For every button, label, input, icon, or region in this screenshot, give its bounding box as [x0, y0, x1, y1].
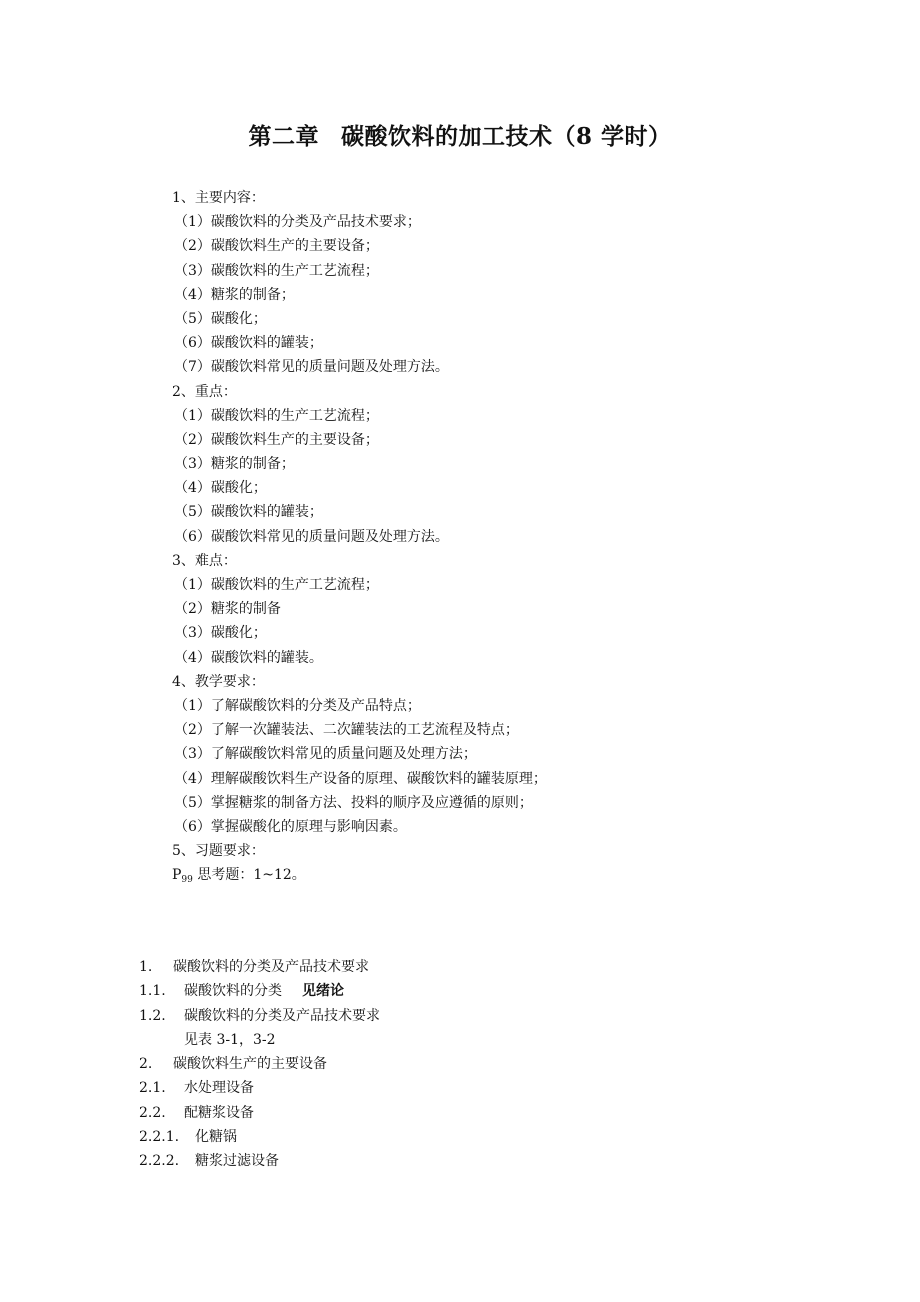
list-item: （1）碳酸饮料的生产工艺流程； — [174, 407, 379, 424]
list-item: （3）碳酸饮料的生产工艺流程； — [174, 262, 379, 279]
heading-1-2 — [139, 1004, 380, 1028]
heading-text: 碳酸饮料生产的主要设备 — [173, 1056, 327, 1073]
section-heading: 2、重点： — [172, 383, 237, 400]
heading-number: 2.2.2. — [139, 1153, 180, 1170]
list-item: （1）碳酸饮料的分类及产品技术要求； — [174, 214, 421, 231]
list-item: （5）碳酸饮料的罐装； — [174, 504, 323, 521]
list-item: （2）碳酸饮料生产的主要设备； — [174, 238, 379, 255]
heading-1 — [139, 955, 380, 979]
heading-2-2 — [139, 1101, 380, 1125]
exercise-line — [172, 863, 547, 887]
chapter-title — [0, 118, 920, 151]
list-item: （6）碳酸饮料的罐装； — [174, 335, 323, 352]
heading-number: 1.2. — [139, 1007, 166, 1024]
heading-text: 化糖锅 — [195, 1129, 237, 1146]
heading-number: 2.1. — [139, 1080, 166, 1097]
list-item: （2）碳酸饮料生产的主要设备； — [174, 431, 379, 448]
chapter-number: 第二章 — [248, 123, 319, 150]
list-item: （4）碳酸化； — [174, 480, 267, 497]
chapter-title-text: 碳酸饮料的加工技术（8 学时） — [340, 123, 672, 150]
list-item: （1）了解碳酸饮料的分类及产品特点； — [174, 697, 421, 714]
heading-number: 2. — [139, 1056, 153, 1073]
see-reference: 见绪论 — [302, 983, 344, 1000]
page-number: 99 — [181, 875, 193, 886]
section-heading: 4、教学要求： — [172, 673, 265, 690]
heading-text: 碳酸饮料的分类 — [184, 983, 282, 1000]
list-item: （6）掌握碳酸化的原理与影响因素。 — [174, 818, 407, 835]
list-item: （6）碳酸饮料常见的质量问题及处理方法。 — [174, 528, 449, 545]
heading-number: 1.1. — [139, 983, 166, 1000]
list-item: （3）碳酸化； — [174, 625, 267, 642]
heading-2-2-1 — [139, 1125, 380, 1149]
list-item: （3）了解碳酸饮料常见的质量问题及处理方法； — [174, 746, 477, 763]
heading-2-1 — [139, 1076, 380, 1100]
table-reference: 见表 3-1，3-2 — [184, 1031, 276, 1048]
list-item: （4）碳酸饮料的罐装。 — [174, 649, 323, 666]
list-item: （2）糖浆的制备 — [174, 601, 281, 618]
heading-text: 水处理设备 — [184, 1080, 254, 1097]
syllabus-outline — [172, 186, 547, 887]
heading-2 — [139, 1052, 380, 1076]
heading-text: 配糖浆设备 — [184, 1104, 254, 1121]
page-letter: P — [172, 867, 182, 884]
list-item: （3）糖浆的制备； — [174, 456, 295, 473]
list-item: （2）了解一次罐装法、二次罐装法的工艺流程及特点； — [174, 722, 519, 739]
section-body — [139, 955, 380, 1174]
list-item: （5）掌握糖浆的制备方法、投料的顺序及应遵循的原则； — [174, 794, 533, 811]
heading-2-2-2 — [139, 1149, 380, 1173]
section-heading: 3、难点： — [172, 552, 237, 569]
heading-text: 碳酸饮料的分类及产品技术要求 — [184, 1007, 380, 1024]
heading-text: 碳酸饮料的分类及产品技术要求 — [173, 959, 369, 975]
exercise-text: 思考题：1~12。 — [192, 867, 306, 884]
list-item: （4）理解碳酸饮料生产设备的原理、碳酸饮料的罐装原理； — [174, 770, 547, 787]
section-heading: 1、主要内容： — [172, 190, 265, 206]
heading-1-1 — [139, 979, 380, 1003]
section-heading: 5、习题要求： — [172, 843, 265, 860]
heading-number: 2.2. — [139, 1104, 166, 1121]
heading-text: 糖浆过滤设备 — [195, 1153, 279, 1170]
list-item: （5）碳酸化； — [174, 310, 267, 327]
list-item: （1）碳酸饮料的生产工艺流程； — [174, 577, 379, 593]
list-item: （7）碳酸饮料常见的质量问题及处理方法。 — [174, 359, 449, 376]
list-item: （4）糖浆的制备； — [174, 286, 295, 303]
heading-number: 1. — [139, 959, 153, 975]
heading-number: 2.2.1. — [139, 1129, 180, 1146]
